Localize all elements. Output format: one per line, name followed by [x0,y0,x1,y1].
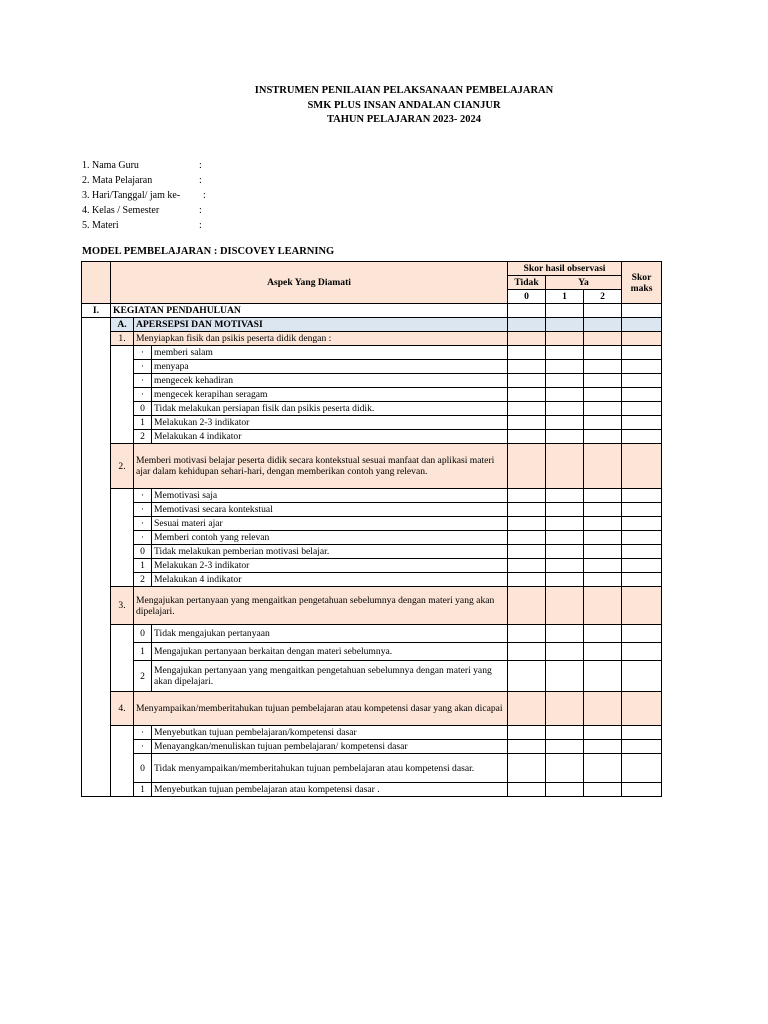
indicator-mark: 0 [134,625,152,643]
indicator-mark: 1 [134,783,152,797]
score-cell-2[interactable] [584,489,622,503]
score-cell-1[interactable] [546,318,584,332]
score-cell-2[interactable] [584,304,622,318]
score-max-cell[interactable] [622,559,662,573]
subsection-row [82,318,662,332]
score-cell-1[interactable] [546,625,584,643]
score-cell-2[interactable] [584,726,622,740]
score-max-cell[interactable] [622,304,662,318]
score-cell-1[interactable] [546,517,584,531]
score-cell-1[interactable] [546,740,584,754]
score-cell-0[interactable] [508,444,546,489]
info-label: 3. Hari/Tanggal/ jam ke- [82,190,181,201]
indicator-spacer-cell [111,625,134,692]
indicator-row [82,661,662,692]
item-row [82,332,662,346]
item-number: 3. [111,587,134,625]
indicator-row [82,545,662,559]
indicator-mark: · [134,374,152,388]
score-cell-2[interactable] [584,625,622,643]
indicator-mark: 0 [134,754,152,783]
indicator-row [82,783,662,797]
indicator-text: Tidak melakukan pemberian motivasi belajar. [152,545,508,559]
score-cell-0[interactable] [508,587,546,625]
score-cell-2[interactable] [584,587,622,625]
score-max-cell[interactable] [622,573,662,587]
score-cell-2[interactable] [584,692,622,726]
indicator-mark: 1 [134,643,152,661]
indicator-text: Melakukan 4 indikator [152,573,508,587]
score-cell-0[interactable] [508,402,546,416]
indicator-mark: · [134,503,152,517]
section-label: KEGIATAN PENDAHULUAN [111,304,508,318]
indicator-row [82,740,662,754]
info-colon: : [199,220,202,231]
indicator-row [82,360,662,374]
score-max-cell[interactable] [622,587,662,625]
score-cell-0[interactable] [508,545,546,559]
indicator-mark: 2 [134,430,152,444]
score-cell-0[interactable] [508,503,546,517]
score-cell-2[interactable] [584,643,622,661]
score-max-cell[interactable] [622,503,662,517]
score-max-cell[interactable] [622,430,662,444]
indicator-mark: · [134,360,152,374]
score-cell-1[interactable] [546,783,584,797]
score-cell-2[interactable] [584,545,622,559]
indicator-spacer-cell [111,489,134,587]
score-cell-0[interactable] [508,489,546,503]
indicator-mark: · [134,388,152,402]
indicator-spacer-cell [111,346,134,444]
title-line-3: TAHUN PELAJARAN 2023- 2024 [326,114,482,125]
indicator-mark: 1 [134,416,152,430]
indicator-mark: 2 [134,661,152,692]
indicator-row [82,573,662,587]
header-score-2: 2 [584,290,622,304]
score-max-cell[interactable] [622,740,662,754]
indicator-text: Memberi contoh yang relevan [152,531,508,545]
section-spacer-cell [82,318,111,797]
indicator-row [82,416,662,430]
score-cell-1[interactable] [546,559,584,573]
score-cell-0[interactable] [508,783,546,797]
document-title [0,84,768,128]
score-cell-0[interactable] [508,625,546,643]
indicator-row [82,402,662,416]
indicator-mark: · [134,517,152,531]
score-max-cell[interactable] [622,754,662,783]
score-cell-1[interactable] [546,388,584,402]
indicator-text: Menyebutkan tujuan pembelajaran atau kompetensi dasar . [152,783,508,797]
info-colon: : [199,160,202,171]
indicator-row [82,531,662,545]
score-cell-1[interactable] [546,692,584,726]
score-max-cell[interactable] [622,360,662,374]
score-max-cell[interactable] [622,661,662,692]
subsection-label: APERSEPSI DAN MOTIVASI [134,318,508,332]
subsection-letter: A. [111,318,134,332]
score-cell-0[interactable] [508,692,546,726]
header-aspek: Aspek Yang Diamati [111,262,508,304]
indicator-row [82,559,662,573]
indicator-mark: · [134,489,152,503]
indicator-text: Melakukan 4 indikator [152,430,508,444]
indicator-text: mengecek kerapihan seragam [152,388,508,402]
score-cell-1[interactable] [546,489,584,503]
section-row [82,304,662,318]
info-colon: : [199,175,202,186]
item-number: 4. [111,692,134,726]
indicator-row [82,374,662,388]
score-max-cell[interactable] [622,643,662,661]
score-cell-0[interactable] [508,740,546,754]
indicator-text: Memotivasi saja [152,489,508,503]
indicator-row [82,489,662,503]
score-cell-2[interactable] [584,318,622,332]
score-max-cell[interactable] [622,416,662,430]
score-cell-2[interactable] [584,503,622,517]
indicator-row [82,430,662,444]
indicator-row [82,346,662,360]
header-skor-hasil: Skor hasil observasi [508,262,622,276]
score-max-cell[interactable] [622,374,662,388]
indicator-mark: 0 [134,402,152,416]
score-max-cell[interactable] [622,783,662,797]
indicator-text: Menyebutkan tujuan pembelajaran/kompetensi dasar [152,726,508,740]
score-cell-1[interactable] [546,503,584,517]
score-cell-0[interactable] [508,531,546,545]
indicator-mark: 2 [134,573,152,587]
score-cell-1[interactable] [546,726,584,740]
info-label: 2. Mata Pelajaran [82,175,153,186]
indicator-mark: · [134,726,152,740]
item-row [82,692,662,726]
indicator-text: Melakukan 2-3 indikator [152,559,508,573]
score-cell-2[interactable] [584,783,622,797]
indicator-row [82,726,662,740]
score-max-cell[interactable] [622,531,662,545]
score-cell-1[interactable] [546,402,584,416]
item-row [82,444,662,489]
title-line-1: INSTRUMEN PENILAIAN PELAKSANAAN PEMBELAJARAN [254,85,554,96]
indicator-text: Mengajukan pertanyaan yang mengaitkan pengetahuan sebelumnya dengan materi yang akan dipelajari. [152,661,508,692]
indicator-row [82,754,662,783]
score-max-cell[interactable] [622,318,662,332]
score-cell-1[interactable] [546,360,584,374]
indicator-text: mengecek kehadiran [152,374,508,388]
score-cell-0[interactable] [508,726,546,740]
indicator-mark: 1 [134,559,152,573]
score-cell-1[interactable] [546,531,584,545]
item-number: 1. [111,332,134,346]
info-colon: : [199,205,202,216]
indicator-text: Sesuai materi ajar [152,517,508,531]
indicator-row [82,388,662,402]
score-cell-2[interactable] [584,388,622,402]
score-cell-2[interactable] [584,754,622,783]
indicator-text: Tidak menyampaikan/memberitahukan tujuan pembelajaran atau kompetensi dasar. [152,754,508,783]
indicator-mark: · [134,531,152,545]
score-cell-2[interactable] [584,661,622,692]
indicator-text: Memotivasi secara kontekstual [152,503,508,517]
score-max-cell[interactable] [622,545,662,559]
item-text: Memberi motivasi belajar peserta didik secara kontekstual sesuai manfaat dan aplikasi materi ajar dalam kehidupan sehari-hari, dengan memberikan contoh yang relevan. [134,444,508,489]
model-label: MODEL PEMBELAJARAN : DISCOVEY LEARNING [82,246,335,257]
score-cell-0[interactable] [508,332,546,346]
header-skor-maks: Skor maks [622,262,662,304]
score-cell-1[interactable] [546,416,584,430]
indicator-row [82,517,662,531]
score-cell-2[interactable] [584,517,622,531]
score-cell-0[interactable] [508,559,546,573]
indicator-row [82,625,662,643]
score-cell-0[interactable] [508,374,546,388]
score-max-cell[interactable] [622,444,662,489]
score-cell-2[interactable] [584,332,622,346]
score-max-cell[interactable] [622,489,662,503]
assessment-table [81,261,662,797]
score-cell-0[interactable] [508,754,546,783]
score-cell-0[interactable] [508,517,546,531]
indicator-text: memberi salam [152,346,508,360]
info-label: 5. Materi [82,220,119,231]
score-cell-1[interactable] [546,754,584,783]
score-cell-0[interactable] [508,304,546,318]
score-max-cell[interactable] [622,625,662,643]
item-text: Mengajukan pertanyaan yang mengaitkan pengetahuan sebelumnya dengan materi yang akan dipelajari. [134,587,508,625]
score-cell-2[interactable] [584,374,622,388]
score-cell-1[interactable] [546,430,584,444]
score-cell-2[interactable] [584,444,622,489]
score-cell-2[interactable] [584,430,622,444]
score-max-cell[interactable] [622,692,662,726]
score-cell-0[interactable] [508,360,546,374]
header-tidak: Tidak [508,276,546,290]
score-cell-2[interactable] [584,740,622,754]
score-cell-1[interactable] [546,374,584,388]
header-score-1: 1 [546,290,584,304]
indicator-text: Tidak mengajukan pertanyaan [152,625,508,643]
score-cell-2[interactable] [584,573,622,587]
score-cell-1[interactable] [546,643,584,661]
score-cell-1[interactable] [546,545,584,559]
score-cell-2[interactable] [584,416,622,430]
info-colon: : [203,190,206,201]
score-cell-0[interactable] [508,430,546,444]
score-cell-0[interactable] [508,573,546,587]
indicator-spacer-cell [111,726,134,797]
score-max-cell[interactable] [622,332,662,346]
item-text: Menyampaikan/memberitahukan tujuan pembelajaran atau kompetensi dasar yang akan dicapai [134,692,508,726]
score-cell-1[interactable] [546,444,584,489]
score-cell-1[interactable] [546,661,584,692]
score-cell-0[interactable] [508,346,546,360]
score-max-cell[interactable] [622,726,662,740]
score-max-cell[interactable] [622,388,662,402]
header-score-0: 0 [508,290,546,304]
score-cell-0[interactable] [508,318,546,332]
info-label: 4. Kelas / Semester [82,205,160,216]
indicator-mark: 0 [134,545,152,559]
score-cell-1[interactable] [546,332,584,346]
header-number-cell [82,262,111,304]
indicator-text: Tidak melakukan persiapan fisik dan psikis peserta didik. [152,402,508,416]
score-max-cell[interactable] [622,346,662,360]
score-cell-2[interactable] [584,531,622,545]
score-cell-0[interactable] [508,416,546,430]
indicator-row [82,503,662,517]
indicator-text: Mengajukan pertanyaan berkaitan dengan materi sebelumnya. [152,643,508,661]
title-line-2: SMK PLUS INSAN ANDALAN CIANJUR [307,99,501,111]
indicator-text: Melakukan 2-3 indikator [152,416,508,430]
info-label: 1. Nama Guru [82,160,139,171]
score-cell-1[interactable] [546,573,584,587]
score-cell-2[interactable] [584,559,622,573]
score-cell-1[interactable] [546,304,584,318]
score-cell-0[interactable] [508,643,546,661]
item-row [82,587,662,625]
score-max-cell[interactable] [622,402,662,416]
indicator-mark: · [134,740,152,754]
score-max-cell[interactable] [622,517,662,531]
indicator-mark: · [134,346,152,360]
indicator-text: menyapa [152,360,508,374]
score-cell-1[interactable] [546,587,584,625]
header-ya: Ya [546,276,622,290]
item-number: 2. [111,444,134,489]
score-cell-2[interactable] [584,402,622,416]
item-text: Menyiapkan fisik dan psikis peserta didik dengan : [134,332,508,346]
section-number: I. [82,304,111,318]
score-cell-0[interactable] [508,661,546,692]
score-cell-2[interactable] [584,346,622,360]
indicator-row [82,643,662,661]
score-cell-0[interactable] [508,388,546,402]
score-cell-2[interactable] [584,360,622,374]
indicator-text: Menayangkan/menuliskan tujuan pembelajaran/ kompetensi dasar [152,740,508,754]
score-cell-1[interactable] [546,346,584,360]
